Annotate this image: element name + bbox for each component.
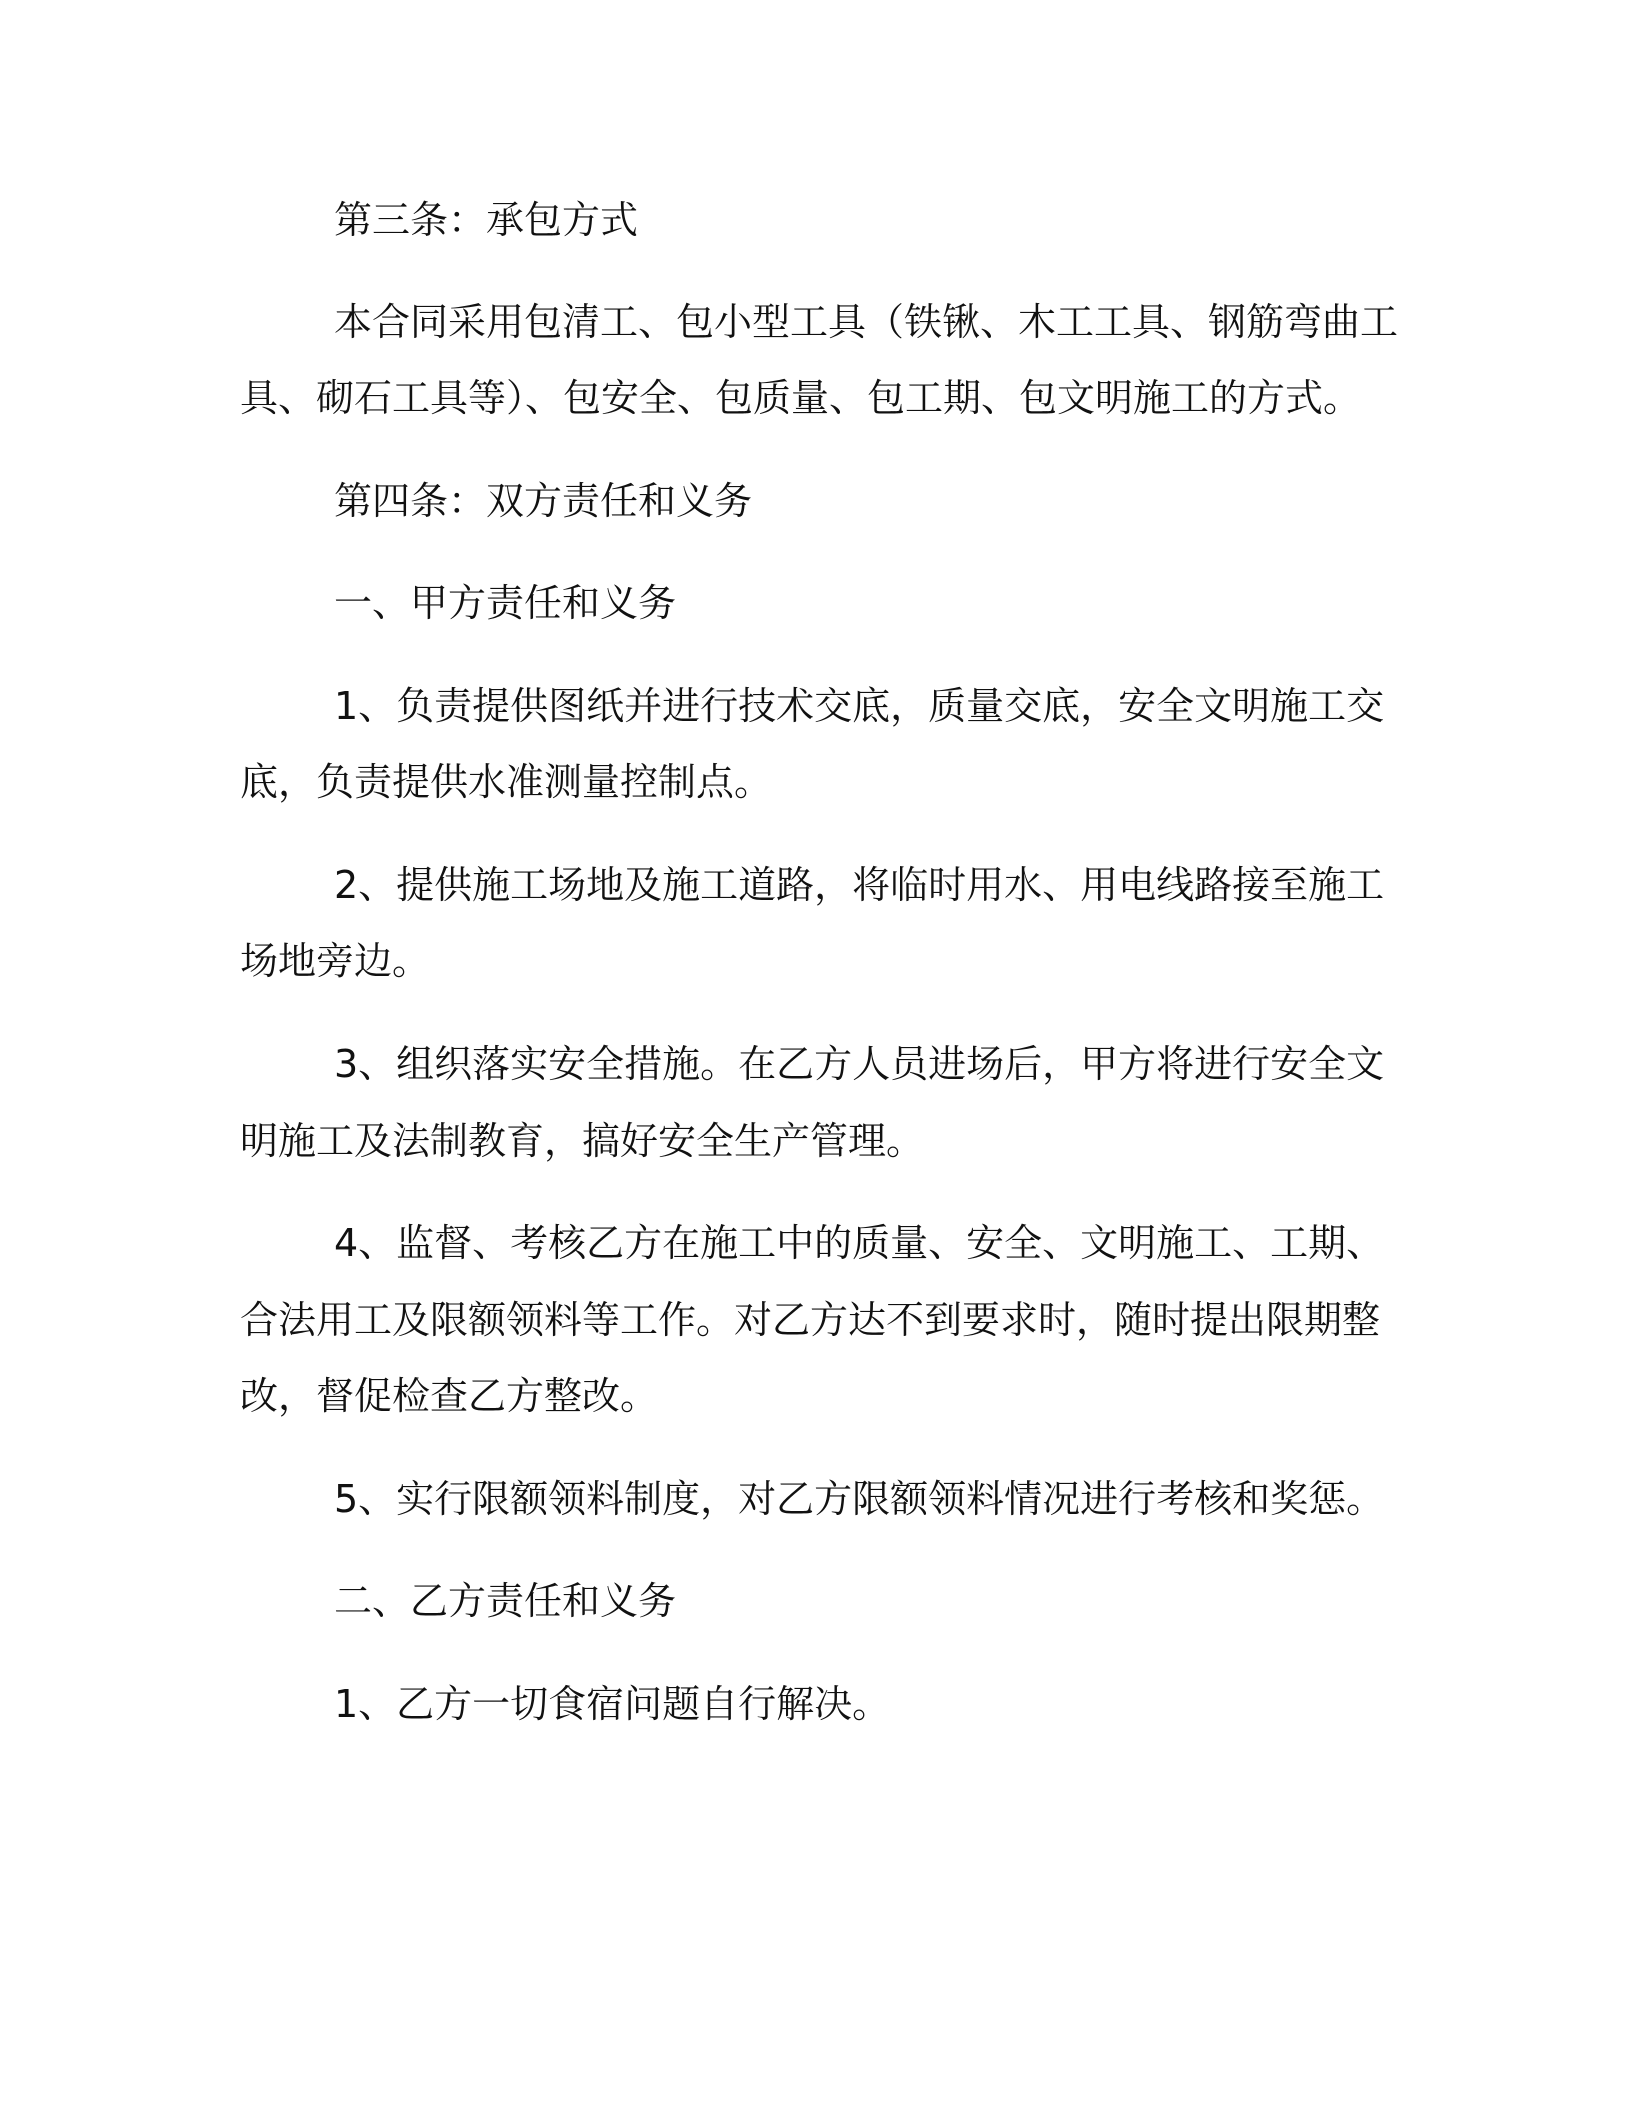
party-a-item-4-line-3: 改，督促检查乙方整改。 bbox=[240, 1374, 659, 1418]
party-a-item-3-line-2: 明施工及法制教育，搞好安全生产管理。 bbox=[240, 1119, 925, 1163]
article-3-heading: 第三条：承包方式 bbox=[334, 198, 639, 242]
article-4-heading: 第四条：双方责任和义务 bbox=[334, 479, 753, 523]
contract-method-text-line-1: 本合同采用包清工、包小型工具（铁锹、木工工具、钢筋弯曲工 bbox=[334, 300, 1399, 344]
party-a-item-5: 5、实行限额领料制度，对乙方限额领料情况进行考核和奖惩。 bbox=[334, 1477, 1385, 1521]
contract-method-text-line-2: 具、砌石工具等）、包安全、包质量、包工期、包文明施工的方式。 bbox=[240, 376, 1362, 420]
party-a-item-4-line-1: 4、监督、考核乙方在施工中的质量、安全、文明施工、工期、 bbox=[334, 1221, 1385, 1265]
party-a-item-1-line-1: 1、负责提供图纸并进行技术交底，质量交底，安全文明施工交 bbox=[334, 684, 1385, 728]
party-a-item-2-line-1: 2、提供施工场地及施工道路，将临时用水、用电线路接至施工 bbox=[334, 863, 1385, 907]
party-a-item-2-line-2: 场地旁边。 bbox=[240, 939, 431, 983]
party-a-item-1-line-2: 底，负责提供水准测量控制点。 bbox=[240, 760, 773, 804]
party-a-item-4-line-2: 合法用工及限额领料等工作。对乙方达不到要求时，随时提出限期整 bbox=[240, 1298, 1381, 1342]
party-b-item-1: 1、乙方一切食宿问题自行解决。 bbox=[334, 1682, 891, 1726]
party-a-heading: 一、甲方责任和义务 bbox=[334, 581, 677, 625]
party-a-item-3-line-1: 3、组织落实安全措施。在乙方人员进场后，甲方将进行安全文 bbox=[334, 1042, 1385, 1086]
party-b-heading: 二、乙方责任和义务 bbox=[334, 1579, 677, 1623]
